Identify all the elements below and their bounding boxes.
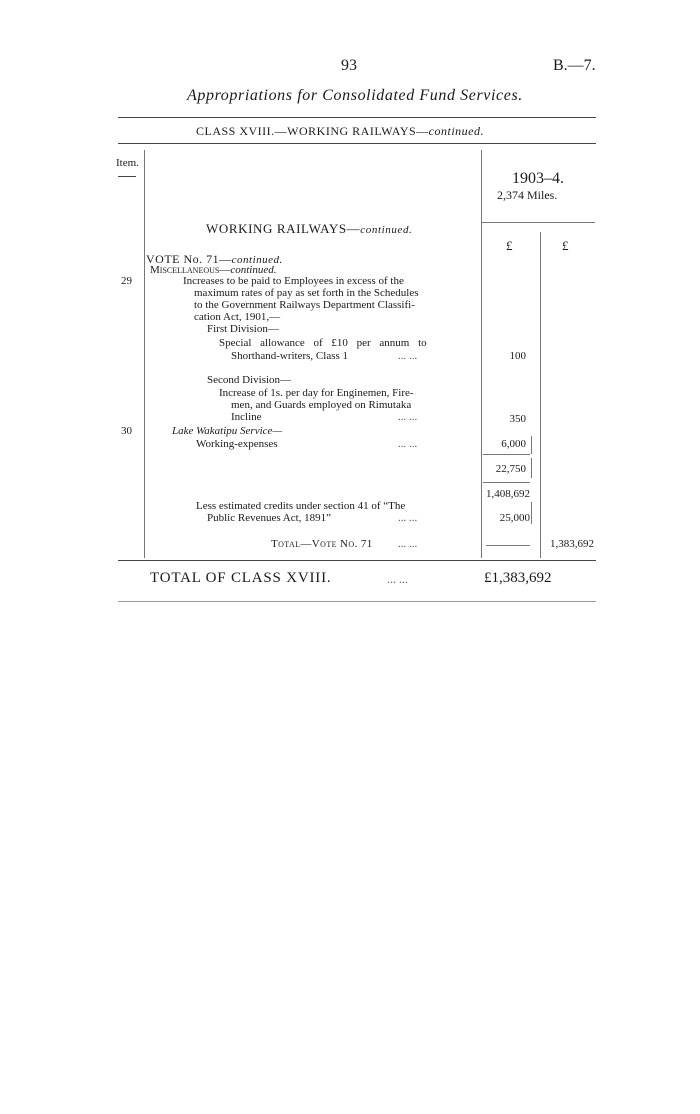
miles-label: 2,374 Miles.: [497, 188, 558, 202]
less-credits-line2: Public Revenues Act, 1891”: [207, 512, 332, 524]
second-division-line2: men, and Guards employed on Rimutaka: [231, 399, 412, 411]
item-number: 29: [121, 275, 132, 287]
item-text-line: Increases to be paid to Employees in excess of the: [183, 275, 404, 287]
inner-amount-divider: [540, 232, 541, 558]
second-division-line1: Increase of 1s. per day for Enginemen, Fire-: [219, 387, 414, 399]
table-top-rule: [118, 143, 596, 144]
item-text-line: cation Act, 1901,—: [194, 311, 281, 323]
second-division-line3: Incline: [231, 411, 262, 423]
service-heading: Lake Wakatipu Service—: [172, 425, 283, 437]
first-division-line1: Special allowance of £10 per annum to: [219, 337, 427, 349]
gross-amount: 1,408,692: [486, 488, 530, 500]
subtotal-amount: 22,750: [495, 463, 526, 475]
leader-dots: ... ...: [398, 438, 418, 450]
bracket-line: [531, 436, 532, 454]
document-reference: B.—7.: [553, 57, 596, 74]
page-number: 93: [341, 57, 357, 74]
first-division-amount: 100: [509, 350, 526, 362]
item-number: 30: [121, 425, 132, 437]
subtotal-rule: [483, 454, 530, 455]
second-division-amount: 350: [509, 413, 526, 425]
leader-dots: ... ...: [398, 538, 418, 550]
class-total-amount: £1,383,692: [484, 570, 552, 586]
second-division-label: Second Division—: [207, 374, 292, 386]
vote-total-amount: 1,383,692: [550, 538, 594, 550]
vote-heading-main: VOTE No. 71—: [146, 252, 232, 266]
class-heading: [196, 124, 484, 139]
item-column-label: Item.: [116, 157, 139, 169]
gross-rule: [483, 482, 530, 483]
class-total-rule: [118, 601, 596, 602]
leader-dots: ... ...: [398, 411, 418, 423]
sub-heading-cont: continued.: [230, 264, 277, 276]
less-credits-amount: 25,000: [499, 512, 530, 524]
vote-total-dash: [486, 545, 530, 546]
amount-header-rule: [481, 222, 595, 223]
first-division-line2: Shorthand-writers, Class 1: [231, 350, 349, 362]
year-label: 1903–4.: [512, 170, 564, 187]
item-text-line: to the Government Railways Department Classifi-: [194, 299, 415, 311]
section-heading: [206, 221, 412, 237]
class-heading-main: CLASS XVIII.—WORKING RAILWAYS—: [196, 124, 429, 138]
currency-symbol-2: £: [562, 238, 569, 253]
section-heading-cont: continued.: [360, 224, 413, 236]
section-heading-main: WORKING RAILWAYS—: [206, 221, 361, 236]
vote-total-label: Total—Vote No. 71: [271, 538, 373, 550]
page-title: Appropriations for Consolidated Fund Services.: [187, 87, 523, 104]
item-column-divider: [144, 150, 145, 558]
less-credits-line1: Less estimated credits under section 41 of “The: [196, 500, 406, 512]
currency-symbol-1: £: [506, 238, 513, 253]
first-division-label: First Division—: [207, 323, 279, 335]
leader-dots: ... ...: [398, 350, 418, 362]
class-total-label: TOTAL OF CLASS XVIII.: [150, 570, 332, 586]
sub-heading-main: Miscellaneous—: [150, 264, 231, 276]
class-heading-cont: continued.: [428, 124, 484, 138]
header-rule: [118, 117, 596, 118]
bracket-line: [531, 502, 532, 524]
item-text-line: maximum rates of pay as set forth in the Schedules: [194, 287, 419, 299]
bracket-line: [531, 458, 532, 478]
table-bottom-rule: [118, 560, 596, 561]
leader-dots: ... ...: [398, 512, 418, 524]
leader-dots: ... ...: [387, 572, 408, 586]
working-expenses-amount: 6,000: [501, 438, 526, 450]
working-expenses-label: Working-expenses: [196, 438, 278, 450]
vote-heading-cont: continued.: [231, 254, 283, 266]
item-label-underline: [118, 176, 136, 177]
